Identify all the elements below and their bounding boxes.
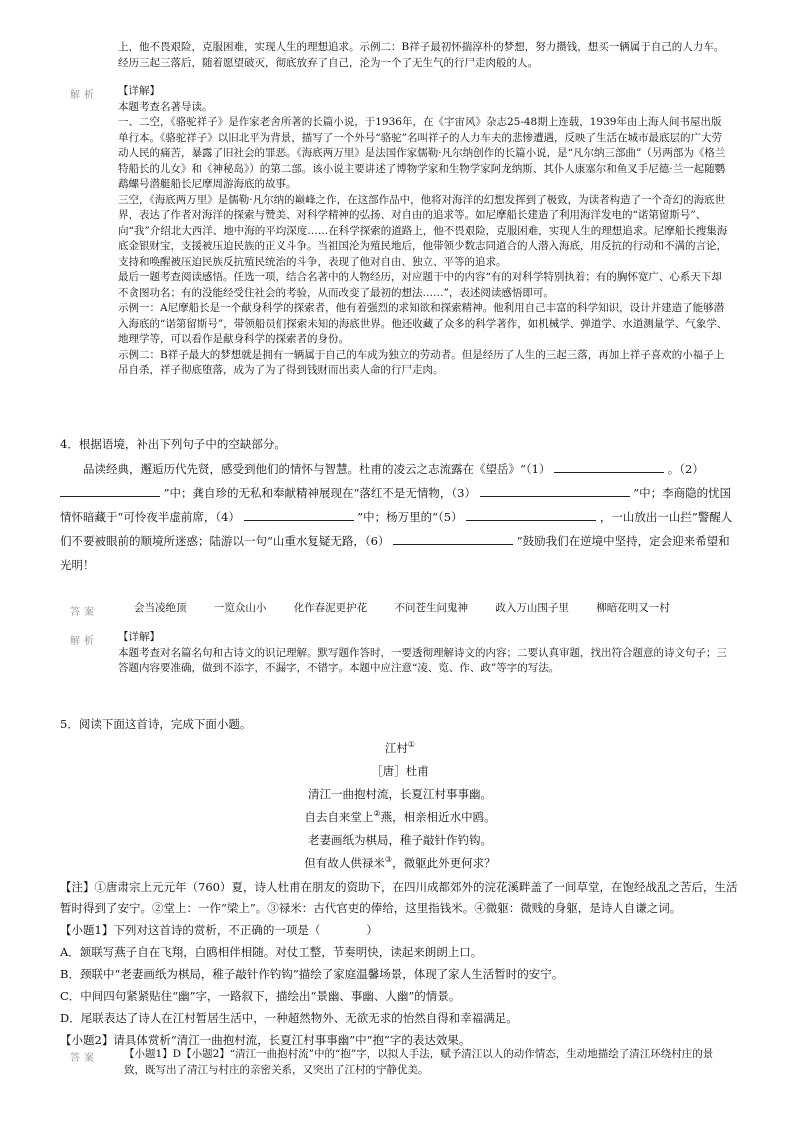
answer-label: 答案 [70,1053,98,1064]
answer-list [134,601,746,617]
analysis-label: 解析 [70,636,98,647]
subquestion-2-stem: 【小题2】请具体赏析“清江一曲抱村流，长夏江村事事幽”中“抱”字的表达效果。 [60,1033,471,1047]
answer-paragraph: 【小题1】D【小题2】“清江一曲抱村流”中的“抱”字，以拟人手法，赋予清江以人的动作情态，生动地描绘了清江环绕村庄的景致，既写出了清江与村庄的亲密关系，又突出了江村的宁静优美。 [124,1048,714,1076]
analysis-label: 解析 [70,90,98,101]
q4-text: ，一山放出一山拦”警醒人们不要被眼前的顺境所迷惑；陆游以一句“山重水复疑无路，（6） [60,510,733,548]
fill-blank-2[interactable] [60,484,160,497]
question-4-body [60,457,740,577]
question-4 [60,436,740,577]
q4-text: ”鼓励我们在逆境中坚持，定会迎来希望和光明！ [60,534,730,572]
answer-item: 会当凌绝顶 [134,602,187,614]
analysis-heading: 【详解】 [118,631,160,643]
fill-blank-6[interactable] [393,532,513,545]
analysis-paragraph: 本题考查对名篇名句和古诗文的识记理解。默写题作答时，一要透彻理解诗文的内容；二要认真审题，找出符合题意的诗文句子；三答题内容要准确，做到不添字，不漏字，不错字。本题中应注意“凌、览、作、政”等字的写法。 [118,646,727,674]
poem-title: 江村① [384,740,416,755]
analysis-paragraph: 三空，《海底两万里》是儒勒·凡尔纳的巅峰之作，在这部作品中，他将对海洋的幻想发挥到了极致，为读者构造了一个奇幻的海底世界，表达了作者对海洋的探索与赞美、对科学精神的弘扬、对自由的追求等。如尼摩船长建造了利用海洋发电的“诺第留斯号”、向“我”介绍北大西洋、地中海的平均深度……在科学探索的道路上，他不畏艰险，克服困难，实现人生的理想追求。尼摩船长搜集海底金银财宝，支援被压迫民族的正义斗争。当祖国沦为殖民地后，他带领少数志同道合的人潜入海底，用反抗的行动和不满的言论，支持和唤醒被压迫民族反抗殖民统治的斗争，表现了他对自由、独立、平等的追求。 [118,193,728,268]
option-c[interactable]: C．中间四句紧紧贴住“幽”字，一路叙下，描绘出“景幽、事幽、人幽”的情景。 [60,989,461,1003]
option-d[interactable]: D．尾联表达了诗人在江村暂居生活中，一种超然物外、无欲无求的怡然自得和幸福满足。 [60,1011,518,1025]
analysis-paragraph: 最后一题考查阅读感悟。任选一项，结合名著中的人物经历，对应题干中的内容“有的对科学特别执着；有的胸怀宽广、心系天下却不贪图功名；有的没能经受住社会的考验，从而改变了最初的想法……”，表述阅读感悟即可。 [118,271,722,299]
answer-item: 政入万山围子里 [495,602,569,614]
poem-author: ［唐］杜甫 [371,764,429,778]
analysis-block [118,84,730,379]
fill-blank-4[interactable] [244,508,354,521]
poem-note: 【注】①唐肃宗上元元年（760）夏，诗人杜甫在朋友的资助下，在四川成都郊外的浣花溪畔盖了一间草堂，在饱经战乱之苦后，生活暂时得到了安宁。②堂上：一作“梁上”。③禄米：古代官吏的俸给，这里指钱米。④微躯：微贱的身躯，是诗人自谦之词。 [60,880,738,915]
answer-item: 不问苍生问鬼神 [394,602,469,614]
q4-text: 品读经典，邂逅历代先贤，感受到他们的情怀与智慧。杜甫的凌云之志流露在《望岳》“（1） [83,462,551,476]
carryover-paragraph: 上，他不畏艰险，克服困难，实现人生的理想追求。示例二：B祥子最初怀揣淳朴的梦想，努力攒钱，想买一辆属于自己的人力车。经历三起三落后，随着愿望破灭，彻底放弃了自己，沦为一个了无生气的行尸走肉般的人。 [118,41,725,69]
answer-item: 化作春泥更护花 [293,602,368,614]
question-5 [60,716,740,1051]
q4-text: 。（2） [667,462,704,476]
q4-text: ”中；杨万里的“（5） [357,510,463,524]
poem-line: 老妻画纸为棋局，稚子敲针作钓钩。 [308,833,492,847]
question-5-stem: 5．阅读下面这首诗，完成下面小题。 [60,717,252,731]
answer-block [124,1047,730,1078]
analysis-paragraph: 一、二空，《骆驼祥子》是作家老舍所著的长篇小说，于1936年，在《宇宙风》杂志25-48期上连载，1939年由上海人间书屋出版单行本。《骆驼祥子》以旧北平为背景，描写了一个外号“骆驼”名叫祥子的人力车夫的悲惨遭遇，反映了生活在城市最底层的广大劳动人民的痛苦，暴露了旧社会的罪恶。《海底两万里》是法国作家儒勒·凡尔纳创作的长篇小说，是“凡尔纳三部曲”（另两部为《格兰特船长的儿女》和《神秘岛》）的第二部。该小说主要讲述了博物学家和生物学家阿龙纳斯、其仆人康塞尔和鱼叉手尼德·兰一起随鹦鹉螺号潜艇船长尼摩周游海底的故事。 [118,116,726,190]
fill-blank-3[interactable] [480,484,630,497]
q4-text: ”中；李商隐的忧国情怀暗藏于“可怜夜半虚前席，（4） [60,486,732,524]
analysis-paragraph: 示例二：B祥子最大的梦想就是拥有一辆属于自己的车成为独立的劳动者。但是经历了人生的三起三落，再加上祥子喜欢的小福子上吊自杀，祥子彻底堕落，成为了为了得到钱财而出卖人命的行尸走肉。 [118,348,725,376]
fill-blank-5[interactable] [466,508,596,521]
answer-item: 柳暗花明又一村 [596,602,670,614]
poem [60,737,740,875]
fill-blank-1[interactable] [554,460,664,473]
poem-line: 自去自来堂上②燕，相亲相近水中鸥。 [304,809,496,824]
answer-label: 答案 [70,607,98,618]
poem-line: 清江一曲抱村流，长夏江村事事幽。 [308,787,492,801]
carryover-text [118,40,730,71]
analysis-paragraph: 本题考查名著导读。 [118,100,213,113]
analysis-heading: 【详解】 [118,85,160,97]
analysis-block [118,630,730,677]
q4-text: ”中；龚自珍的无私和奉献精神展现在“落红不是无情物，（3） [163,486,476,500]
question-4-stem: 4．根据语境，补出下列句子中的空缺部分。 [60,437,286,451]
answer-item: 一览众山小 [213,602,267,614]
poem-line: 但有故人供禄米③，微躯此外更何求？ [304,855,496,870]
option-a[interactable]: A．颔联写燕子自在飞翔，白鸥相伴相随。对仗工整，节奏明快，读起来朗朗上口。 [60,945,483,959]
analysis-paragraph: 示例一：A尼摩船长是一个献身科学的探索者，他有着强烈的求知欲和探索精神。他利用自己丰富的科学知识，设计并建造了能够潜入海底的“诺第留斯号”，带领船员们探索未知的海底世界。他还收藏了众多的科学著作，如机械学、弹道学、水道测量学、气象学、地理学等，可以看作是献身科学的探索者的身份。 [118,302,728,345]
option-b[interactable]: B．颈联中“老妻画纸为棋局，稚子敲针作钓钩”描绘了家庭温馨场景，体现了家人生活暂时的安宁。 [60,967,564,981]
subquestion-1-stem: 【小题1】下列对这首诗的赏析，不正确的一项是（ ） [60,923,378,937]
